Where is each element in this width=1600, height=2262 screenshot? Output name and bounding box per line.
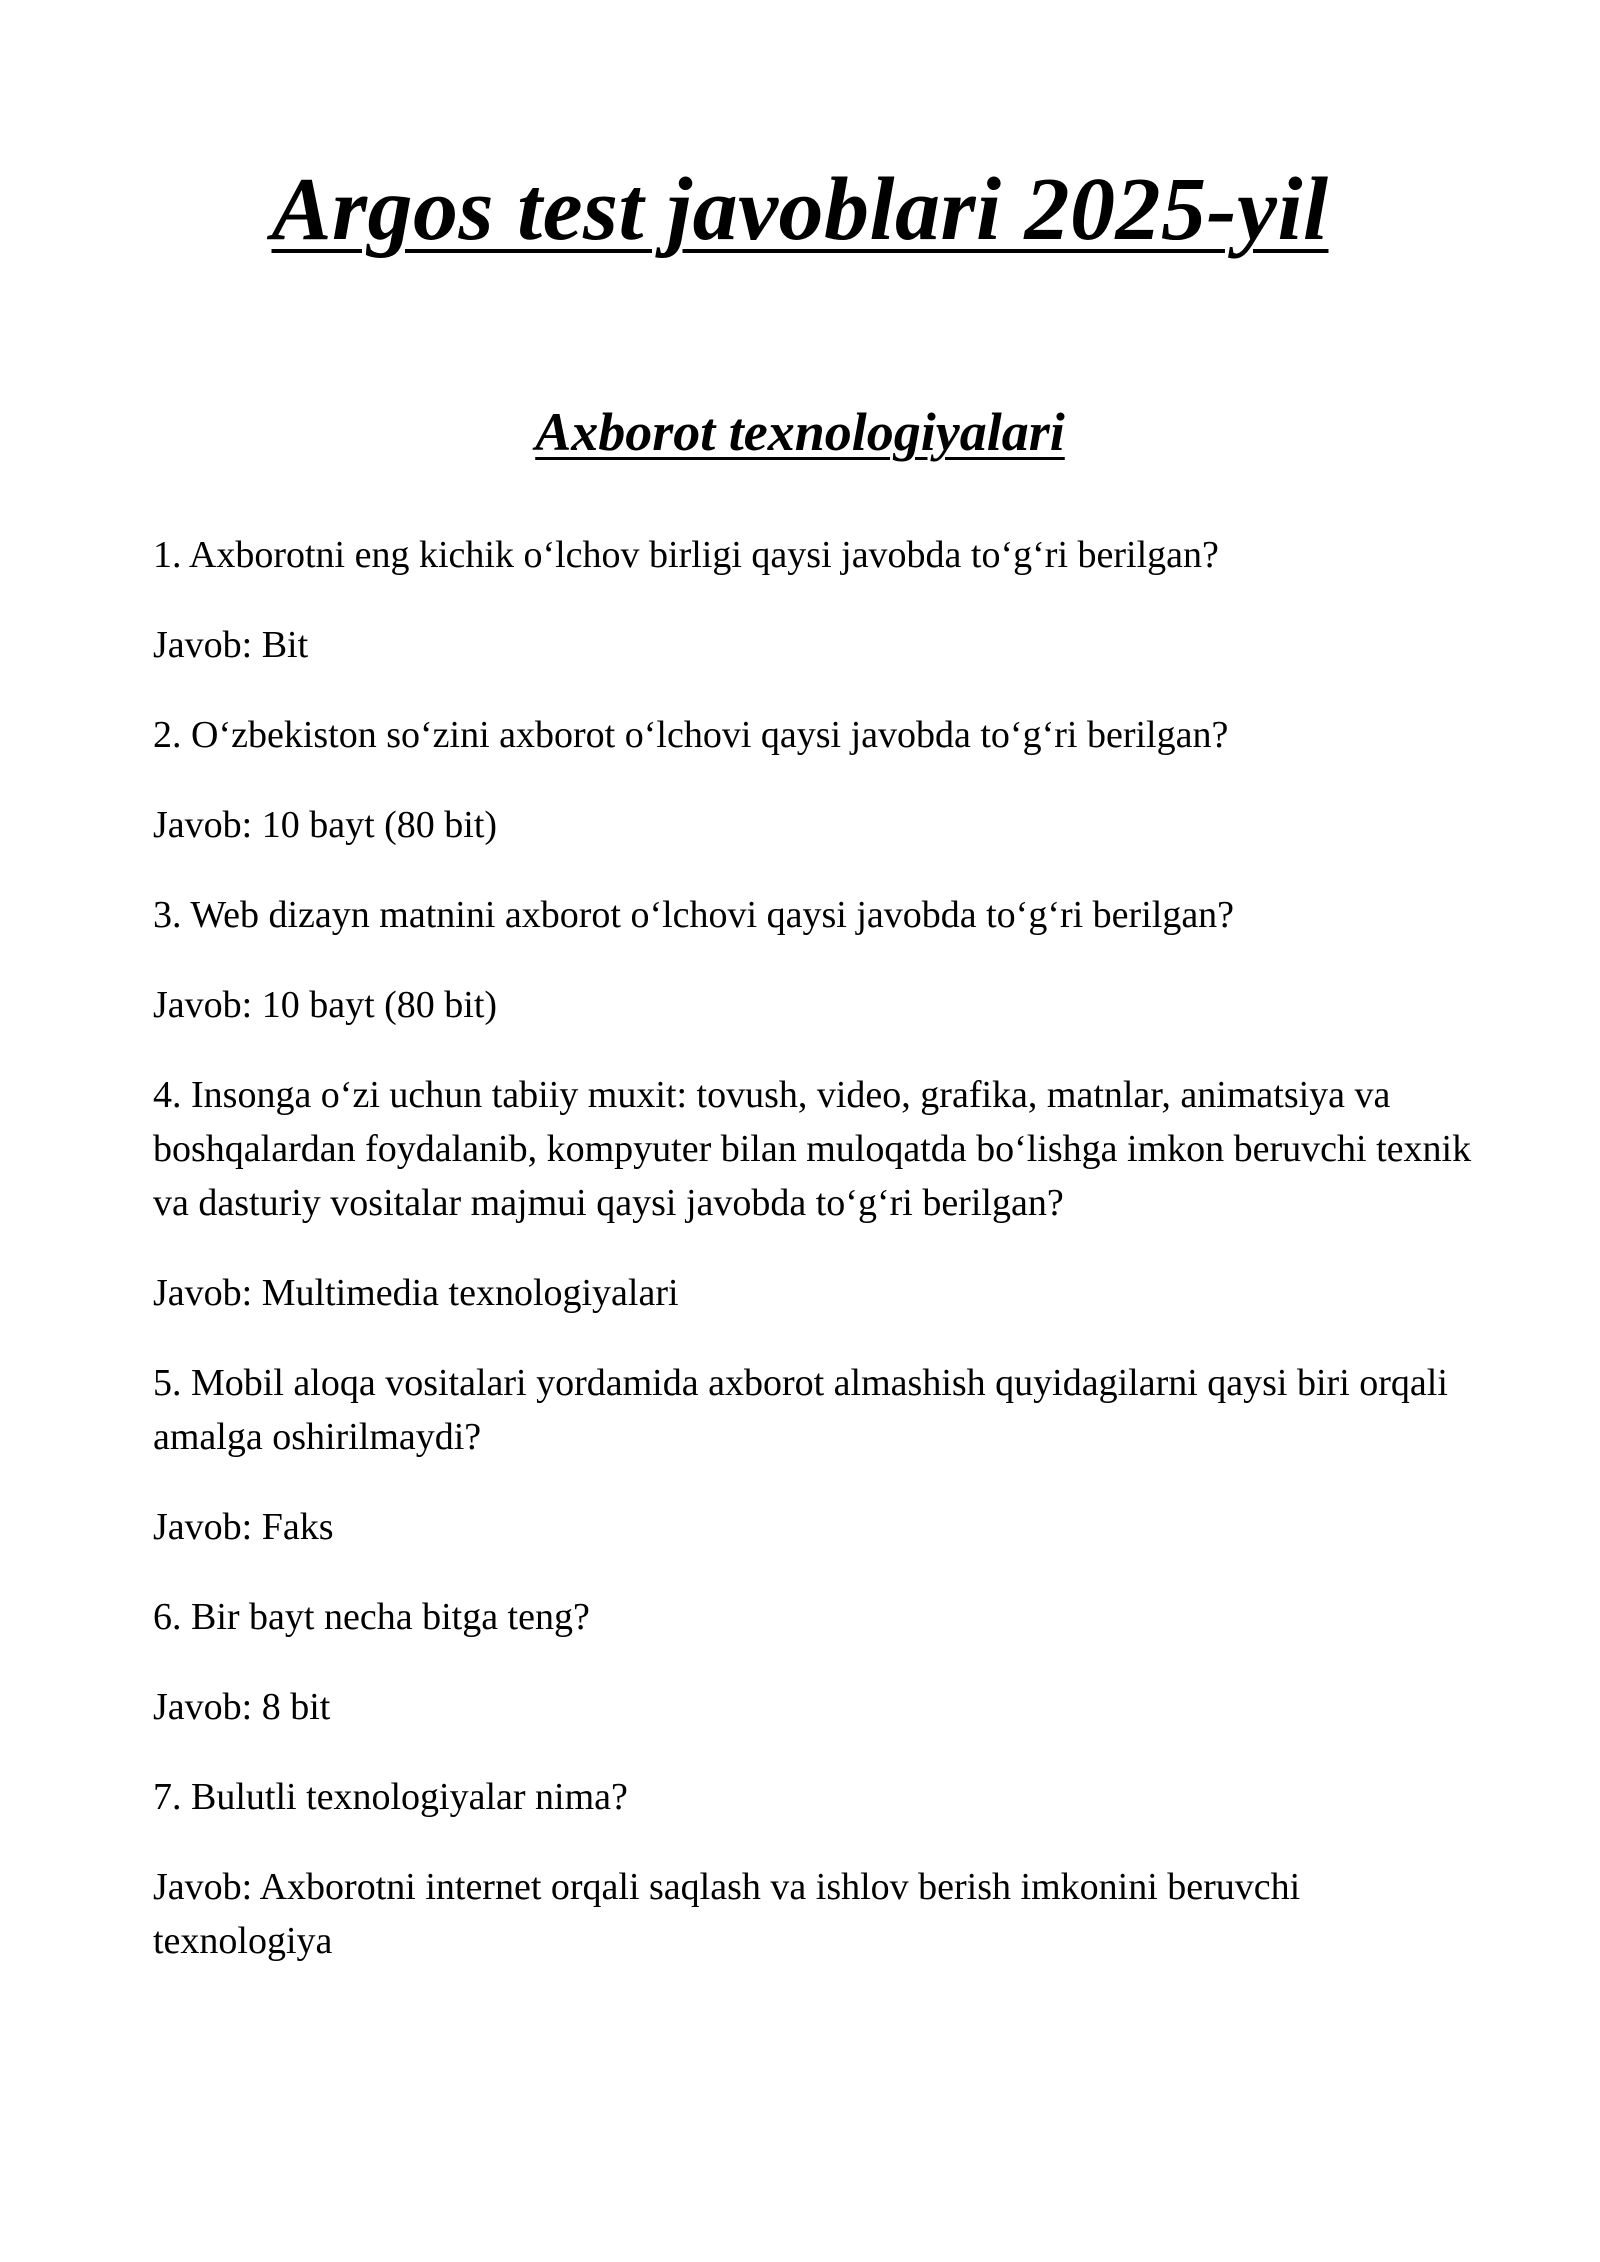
question-text: 3. Web dizayn matnini axborot o‘lchovi qaysi javobda to‘g‘ri berilgan? <box>153 894 1235 936</box>
qa-list <box>153 528 1473 2004</box>
answer-text: Javob: 8 bit <box>153 1686 331 1728</box>
section-title: Axborot texnologiyalari <box>535 402 1065 462</box>
qa-item <box>153 528 1473 672</box>
answer-text: Javob: 10 bayt (80 bit) <box>153 984 498 1026</box>
qa-item <box>153 708 1473 852</box>
answer-text: Javob: Bit <box>153 624 309 666</box>
qa-item <box>153 1068 1473 1320</box>
answer-text: Javob: Axborotni internet orqali saqlash va ishlov berish imkonini beruvchi texnologiya <box>153 1866 1301 1962</box>
question-text: 5. Mobil aloqa vositalari yordamida axborot almashish quyidagilarni qaysi biri orqali amalga oshirilmaydi? <box>153 1362 1448 1458</box>
answer-text: Javob: 10 bayt (80 bit) <box>153 804 498 846</box>
question-text: 1. Axborotni eng kichik o‘lchov birligi qaysi javobda to‘g‘ri berilgan? <box>153 534 1219 576</box>
qa-item <box>153 1590 1473 1734</box>
qa-item <box>153 1356 1473 1554</box>
question-text: 7. Bulutli texnologiyalar nima? <box>153 1776 628 1818</box>
question-text: 6. Bir bayt necha bitga teng? <box>153 1596 590 1638</box>
answer-text: Javob: Multimedia texnologiyalari <box>153 1272 679 1314</box>
question-text: 4. Insonga o‘zi uchun tabiiy muxit: tovush, video, grafika, matnlar, animatsiya va boshqalardan foydalanib, kompyuter bilan muloqatda bo‘lishga imkon beruvchi texnik va dasturiy vositalar majmui qaysi javobda to‘g‘ri berilgan? <box>153 1074 1472 1224</box>
page-title: Argos test javoblari 2025-yil <box>271 160 1329 259</box>
answer-text: Javob: Faks <box>153 1506 334 1548</box>
question-text: 2. O‘zbekiston so‘zini axborot o‘lchovi qaysi javobda to‘g‘ri berilgan? <box>153 714 1229 756</box>
qa-item <box>153 888 1473 1032</box>
qa-item <box>153 1770 1473 1968</box>
